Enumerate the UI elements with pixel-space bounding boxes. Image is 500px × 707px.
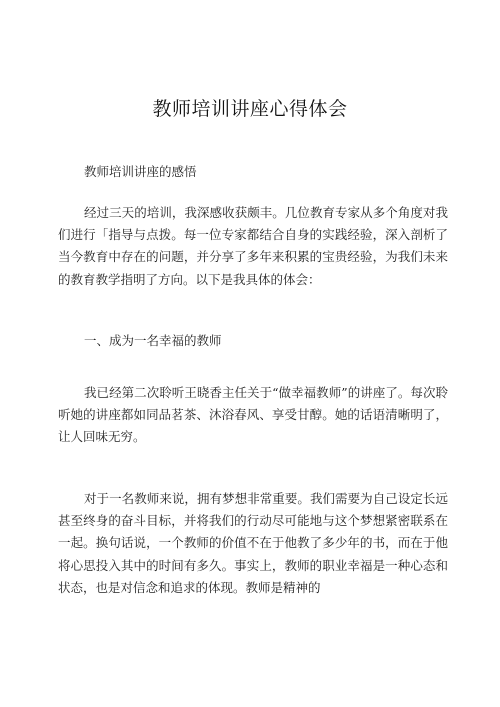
section-heading: 一、成为一名幸福的教师 bbox=[84, 333, 222, 348]
paragraph-intro: 经过三天的培训，我深感收获颇丰。几位教育专家从多个角度对我们进行「指导与点拨。每一位专家都结合自身的实践经验，深入剖析了当今教育中存在的问题，并分享了多年来积累的宝贵经验，为我们未来的教育教学指明了方向。以下是我具体的体会： bbox=[58, 205, 448, 287]
paragraph-dream: 对于一名教师来说，拥有梦想非常重要。我们需要为自己设定长远甚至终身的奋斗目标，并将我们的行动尽可能地与这个梦想紧密联系在一起。换句话说，一个教师的价值不在于他教了多少年的书，而在于他将心思投入其中的时间有多久。事实上，教师的职业幸福是一种心态和状态，也是对信念和追求的体现。教师是精神的 bbox=[58, 491, 448, 595]
document-subtitle: 教师培训讲座的感悟 bbox=[84, 164, 197, 179]
paragraph-lecture: 我已经第二次聆听王晓香主任关于“做幸福教师”的讲座了。每次聆听她的讲座都如同品茗茶、沐浴春风、享受甘醇。她的话语清晰明了，让人回味无穷。 bbox=[58, 385, 448, 445]
document-title: 教师培训讲座心得体会 bbox=[152, 98, 348, 120]
